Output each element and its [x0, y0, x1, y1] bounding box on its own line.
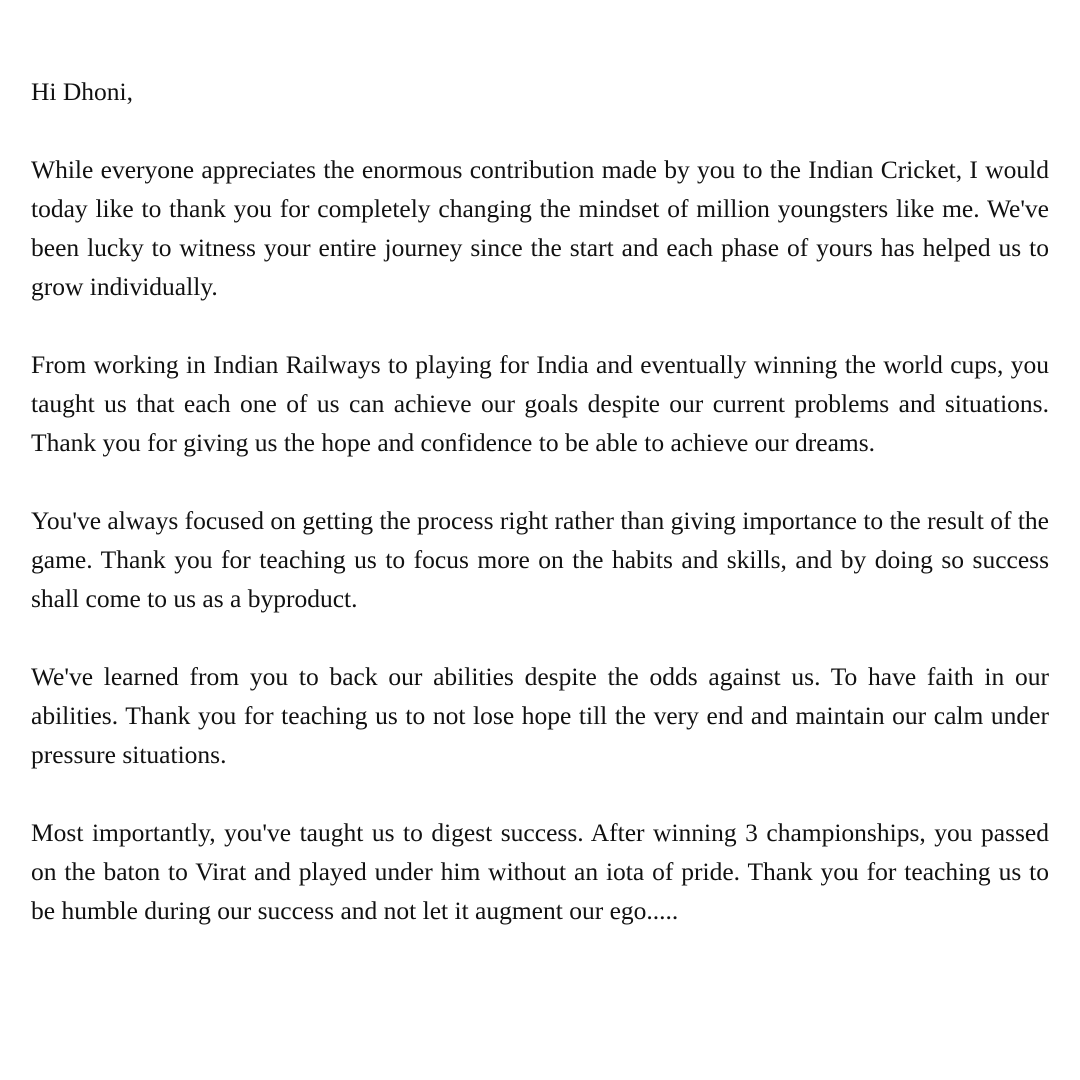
- letter-greeting: Hi Dhoni,: [31, 77, 133, 106]
- letter-paragraph-contribution: While everyone appreciates the enormous contribution made by you to the Indian Cricket, I would today like to thank you for completely changing the mindset of million youngsters like me. We've been lucky to witness your entire journey since the start and each phase of yours has helped us to grow individually.: [31, 155, 1049, 301]
- letter-paragraph-process: You've always focused on getting the process right rather than giving importance to the result of the game. Thank you for teaching us to focus more on the habits and skills, and by doing so success shall come to us as a byproduct.: [31, 506, 1049, 613]
- letter-paragraph-humility: Most importantly, you've taught us to digest success. After winning 3 championships, you passed on the baton to Virat and played under him without an iota of pride. Thank you for teaching us to be humble during our success and not let it augment our ego.....: [31, 818, 1049, 925]
- letter-paragraph-abilities: We've learned from you to back our abilities despite the odds against us. To have faith in our abilities. Thank you for teaching us to not lose hope till the very end and maintain our calm under pressure situations.: [31, 662, 1049, 769]
- letter-paragraph-railways: From working in Indian Railways to playing for India and eventually winning the world cups, you taught us that each one of us can achieve our goals despite our current problems and situations. Thank you for giving us the hope and confidence to be able to achieve our dreams.: [31, 350, 1049, 457]
